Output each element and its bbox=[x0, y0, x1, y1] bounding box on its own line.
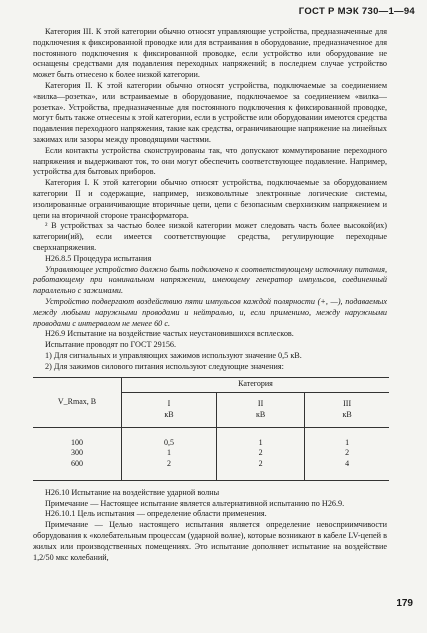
table-row-header: V_Rmax, В bbox=[33, 377, 122, 427]
table-group-header: Категория bbox=[122, 377, 390, 392]
section-heading-h26-8-5: Н26.8.5 Процедура испытания bbox=[45, 253, 152, 263]
table-cell: 2 bbox=[345, 448, 350, 458]
footnote-2: ² В устройствах за частью более низкой категории может следовать часть более высокой(их) категории(ий), если имеется соответствующие средства, регулирующие переходные сверхнапряжения. bbox=[33, 221, 387, 252]
note-test-purpose: Примечание — Целью настоящего испытания является определение невосприимчивости оборудования к «колебательным процессам (ударной волне), которые возникают в кабеле LV-цепей в жилых или производственных помещениях. Это испытание дополняет испытание на воздействие 1,2/50 мкс колебаний, bbox=[33, 520, 387, 562]
list-item-signal-terminals: 1) Для сигнальных и управляющих зажимов используют значение 0,5 кВ. bbox=[45, 350, 302, 360]
table-cell: 100 bbox=[33, 427, 122, 448]
test-standard-reference: Испытание проводят по ГОСТ 29156. bbox=[45, 340, 177, 350]
test-procedure-impulses: Устройство подвергают воздействию пяти импульсов каждой полярности (+, —), подаваемых между любыми наружными проводами и нейтралью, и, если применимо, между наружными проводами с интервалом не менее 60 с. bbox=[33, 296, 387, 328]
paragraph-category-1: Категория I. К этой категории обычно относят устройства, подключаемые за оборудованием категории II и содержащие, например, низковольтные электронные логические системы, изолированные ограничивающие вторичные цепи, цепи с безопасным сверхнизким напряжением и цепи на вторичной стороне трансформатора. bbox=[33, 178, 387, 220]
section-heading-h26-10: Н26.10 Испытание на воздействие ударной волны bbox=[45, 487, 220, 497]
table-row bbox=[33, 448, 389, 459]
test-procedure-connection: Управляющее устройство должно быть подключено к соответствующему источнику питания, работающему при номинальном напряжении, имеющему генератор импульсов, соединенный параллельно с зажимами. bbox=[33, 264, 387, 296]
paragraph-contacts: Если контакты устройства сконструированы так, что допускают коммутирование переходного напряжения и выдерживают ток, то они могут обеспечить соответствующее подавление. Например, устройства для бытовых приборов. bbox=[33, 145, 387, 177]
table-cell: 2 bbox=[122, 459, 217, 480]
list-item-power-terminals: 2) Для зажимов силового питания используют следующие значения: bbox=[45, 361, 284, 371]
table-cell: 1 bbox=[122, 448, 217, 459]
note-alternative-test: Примечание — Настоящее испытание является альтернативной испытанию по Н26.9. bbox=[45, 498, 345, 508]
voltage-table bbox=[33, 377, 389, 481]
standard-header: ГОСТ Р МЭК 730—1—94 bbox=[298, 6, 415, 17]
table-col-header-3: III кВ bbox=[305, 392, 389, 427]
table-cell: 2 bbox=[216, 448, 304, 459]
paragraph-category-2: Категория II. К этой категории обычно относят устройства, подключаемые за соединением «вилка—розетка», или встраиваемые в оборудование, подключаемое за соединением «вилка—розетка». Устройства, предназначенные для постоянного подключения к фиксированной проводке, могут быть также отнесены к этой категории, если в устройстве или оборудовании имеются средства подавления переходного напряжения, такие как средства, ограничивающие напряжение на линейных зажимах или зазоры между проводящими частями. bbox=[33, 80, 387, 144]
table-cell: 1 bbox=[216, 427, 304, 448]
page-number: 179 bbox=[396, 598, 413, 609]
table-cell: 4 bbox=[305, 459, 389, 480]
table-row bbox=[33, 427, 389, 448]
table-col-header-1: I кВ bbox=[122, 392, 217, 427]
paragraph-category-3: Категория III. К этой категории обычно относят управляющие устройства, предназначенные для подключения к фиксированной проводке или для встраивания в оборудование, предназначенное для постоянного подключения к фиксированной проводке, если устройство или оборудование не оснащены средствами для подавления переходных напряжений; в последнем случае устройство может быть отнесено к более низкой категории. bbox=[33, 27, 387, 80]
table-cell: 300 bbox=[33, 448, 122, 459]
document-body bbox=[33, 27, 387, 563]
section-heading-h26-9: Н26.9 Испытание на воздействие частых неустановившихся всплесков. bbox=[45, 329, 294, 339]
table-cell: 0,5 bbox=[122, 427, 217, 448]
table-col-header-2: II кВ bbox=[216, 392, 304, 427]
table-cell: 2 bbox=[216, 459, 304, 480]
section-heading-h26-10-1: Н26.10.1 Цель испытания — определение области применения. bbox=[45, 509, 267, 519]
table-cell: 1 bbox=[345, 437, 350, 447]
table-cell: 600 bbox=[33, 459, 122, 480]
table-row bbox=[33, 459, 389, 480]
